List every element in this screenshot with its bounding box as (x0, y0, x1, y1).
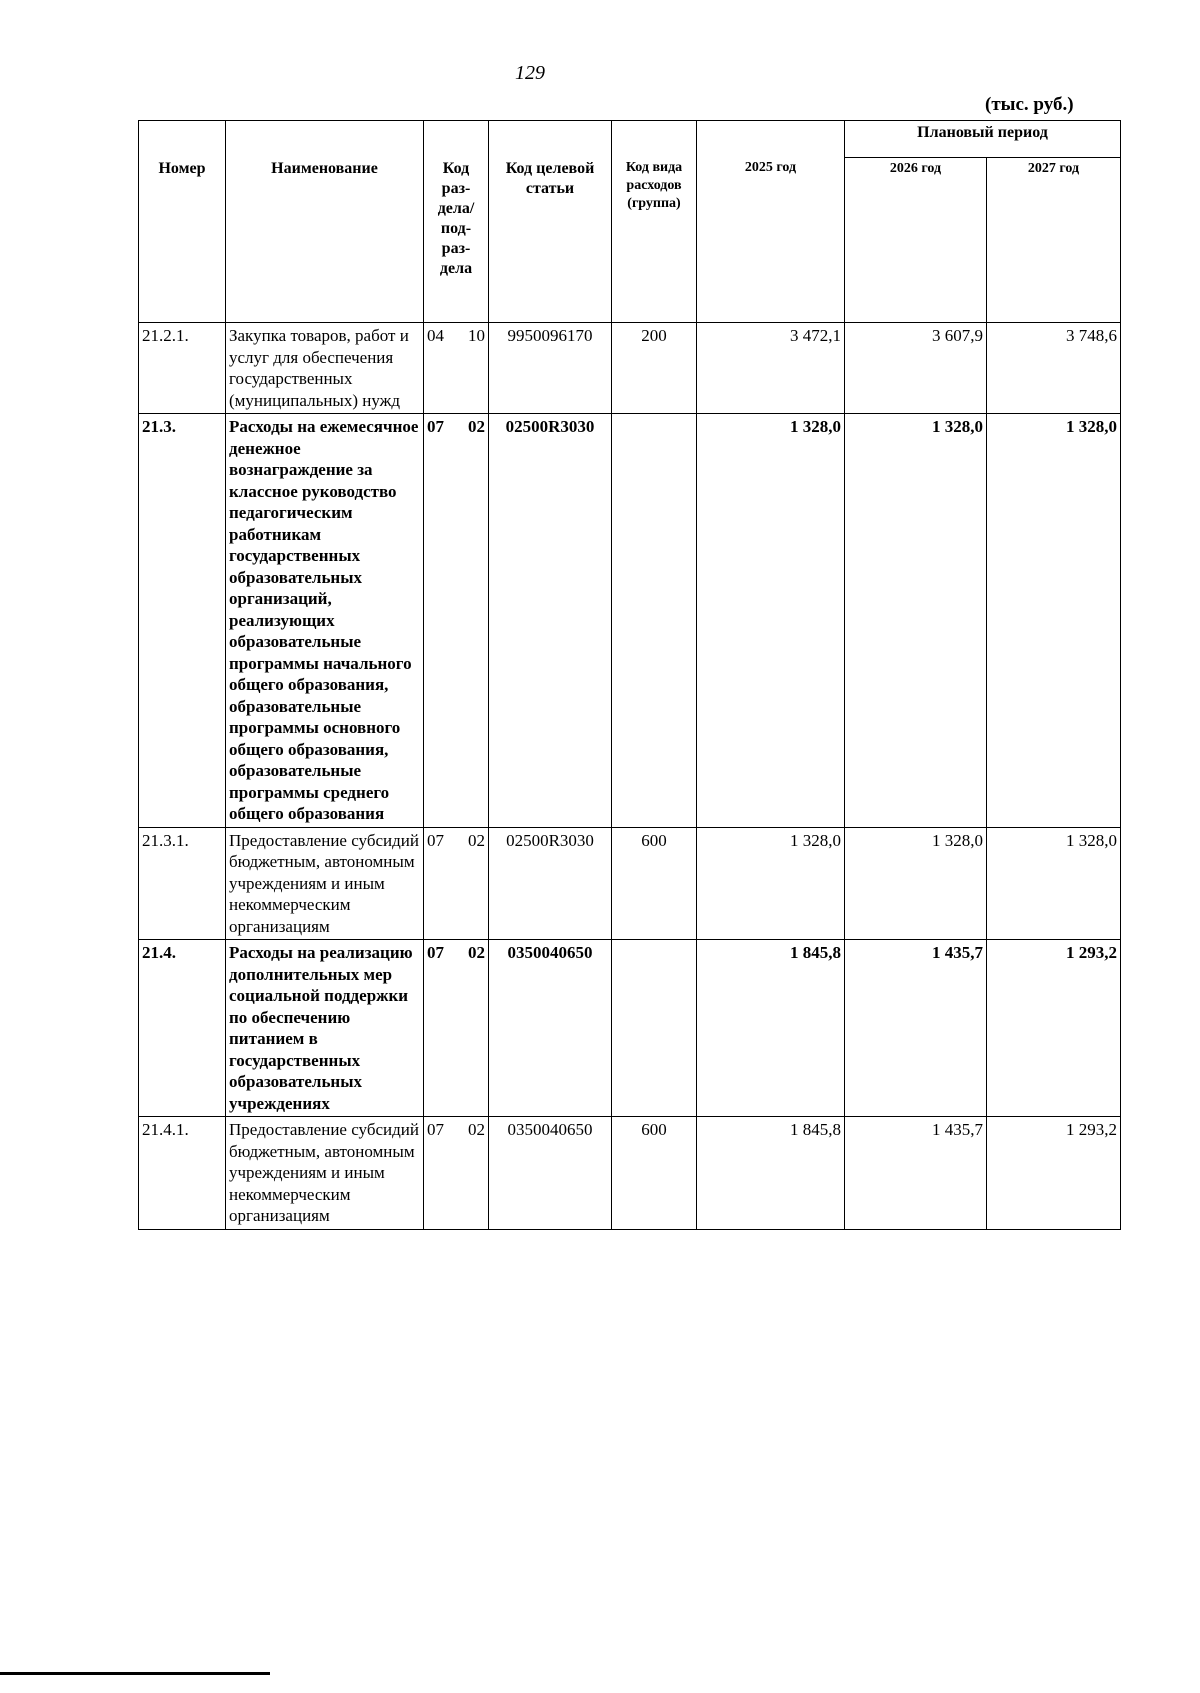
row-amount-2026: 1 328,0 (845, 414, 987, 828)
row-amount-2026: 3 607,9 (845, 323, 987, 414)
row-amount-2027: 1 293,2 (987, 1117, 1121, 1230)
row-amount-2027: 1 328,0 (987, 827, 1121, 940)
row-name: Предоставление субсидий бюджетным, автономным учреждениям и иным некоммерческим организациям (226, 827, 424, 940)
row-name: Расходы на реализацию дополнительных мер социальной поддержки по обеспечению питанием в государственных образовательных учреждениях (226, 940, 424, 1117)
row-expense-type: 600 (612, 827, 697, 940)
row-amount-2027: 1 328,0 (987, 414, 1121, 828)
row-number: 21.3.1. (139, 827, 226, 940)
row-section-code (424, 323, 489, 414)
row-target-code: 02500R3030 (489, 827, 612, 940)
row-target-code: 02500R3030 (489, 414, 612, 828)
row-expense-type (612, 940, 697, 1117)
row-number: 21.3. (139, 414, 226, 828)
row-number: 21.4.1. (139, 1117, 226, 1230)
row-amount-2025: 1 328,0 (697, 827, 845, 940)
row-amount-2027: 3 748,6 (987, 323, 1121, 414)
row-section-code (424, 414, 489, 828)
row-target-code: 0350040650 (489, 940, 612, 1117)
row-amount-2025: 1 328,0 (697, 414, 845, 828)
table-row (139, 827, 1121, 940)
row-name: Предоставление субсидий бюджетным, автономным учреждениям и иным некоммерческим организациям (226, 1117, 424, 1230)
row-expense-type (612, 414, 697, 828)
row-subsection: 02 (468, 943, 485, 962)
row-name: Закупка товаров, работ и услуг для обеспечения государственных (муниципальных) нужд (226, 323, 424, 414)
row-amount-2026: 1 435,7 (845, 940, 987, 1117)
table-row (139, 323, 1121, 414)
row-target-code: 9950096170 (489, 323, 612, 414)
row-name: Расходы на ежемесячное денежное вознаграждение за классное руководство педагогическим работникам государственных образовательных организаций, реализующих образовательные программы начального общего образования, образовательные программы основного общего образования, образовательные программы среднего общего образования (226, 414, 424, 828)
header-year-2026: 2026 год (845, 158, 987, 323)
page-number: 129 (515, 62, 545, 84)
header-target-code: Код целевой статьи (489, 121, 612, 323)
header-planned-period: Плановый период (845, 121, 1121, 158)
table-row (139, 1117, 1121, 1230)
row-expense-type: 200 (612, 323, 697, 414)
row-amount-2026: 1 328,0 (845, 827, 987, 940)
row-section: 07 (427, 830, 444, 850)
footer-rule (0, 1672, 270, 1675)
row-expense-type: 600 (612, 1117, 697, 1230)
row-subsection: 02 (468, 1120, 485, 1139)
row-section-code (424, 940, 489, 1117)
row-section-code (424, 1117, 489, 1230)
row-amount-2027: 1 293,2 (987, 940, 1121, 1117)
row-amount-2025: 3 472,1 (697, 323, 845, 414)
row-subsection: 02 (468, 830, 485, 850)
budget-table (138, 120, 1121, 1230)
header-expense-type: Код вида расходов (группа) (612, 121, 697, 323)
header-number: Номер (139, 121, 226, 323)
header-year-2025: 2025 год (697, 121, 845, 323)
row-amount-2025: 1 845,8 (697, 1117, 845, 1230)
row-number: 21.2.1. (139, 323, 226, 414)
row-section: 04 (427, 326, 444, 345)
header-name: Наименование (226, 121, 424, 323)
row-section: 07 (427, 943, 444, 962)
row-section: 07 (427, 1120, 444, 1139)
row-subsection: 02 (468, 417, 485, 436)
row-section-code (424, 827, 489, 940)
table-row (139, 940, 1121, 1117)
row-section: 07 (427, 417, 444, 436)
row-number: 21.4. (139, 940, 226, 1117)
row-amount-2025: 1 845,8 (697, 940, 845, 1117)
table-row (139, 414, 1121, 828)
units-label: (тыс. руб.) (985, 94, 1074, 115)
row-subsection: 10 (468, 326, 485, 345)
row-amount-2026: 1 435,7 (845, 1117, 987, 1230)
row-target-code: 0350040650 (489, 1117, 612, 1230)
header-year-2027: 2027 год (987, 158, 1121, 323)
header-section-code: Код раз-дела/ под-раз-дела (424, 121, 489, 323)
